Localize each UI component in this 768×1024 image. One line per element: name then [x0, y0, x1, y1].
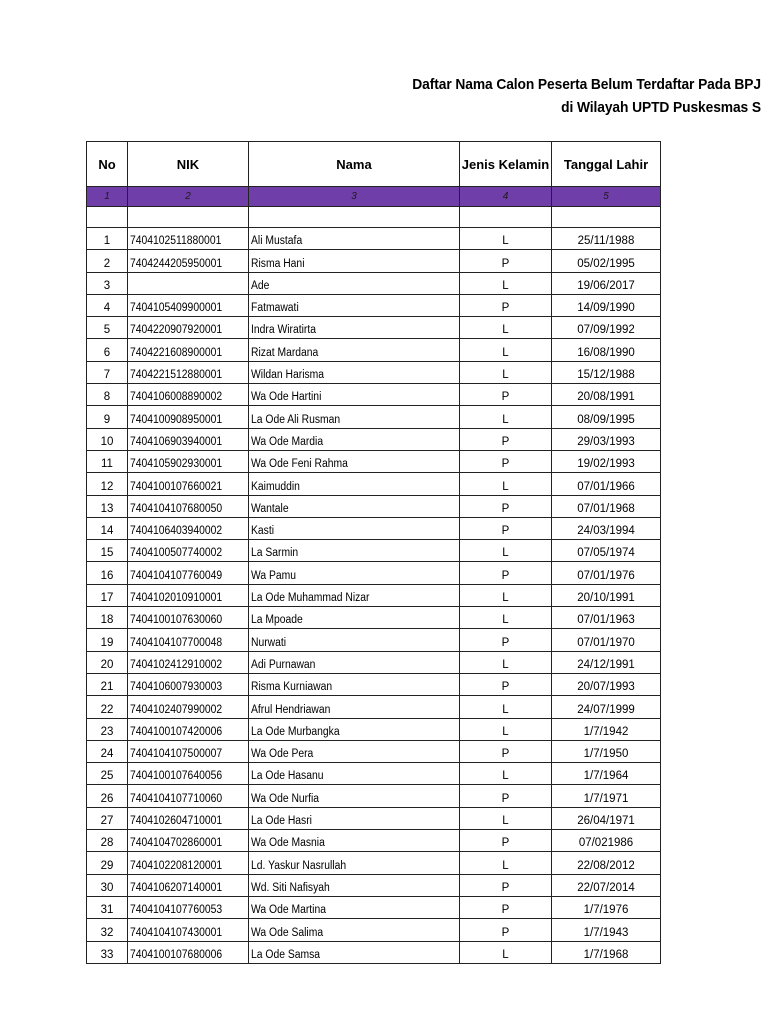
table-row	[87, 696, 661, 718]
row-number: 33	[87, 941, 128, 963]
row-nik-cell	[128, 607, 249, 629]
row-nik-cell	[128, 428, 249, 450]
row-jenis-kelamin: P	[460, 384, 552, 406]
row-nama-cell	[249, 807, 460, 829]
table-row	[87, 852, 661, 874]
row-nama-cell	[249, 830, 460, 852]
row-nama: Wa Pamu	[251, 569, 297, 582]
header-no: No	[87, 142, 128, 187]
row-nama: La Ode Ali Rusman	[251, 413, 341, 426]
row-nik: 7404105902930001	[130, 458, 223, 471]
row-nama: La Ode Hasri	[251, 815, 312, 828]
row-nik-cell	[128, 339, 249, 361]
column-number: 4	[460, 187, 552, 207]
row-nama: Fatmawati	[251, 302, 299, 315]
table-row	[87, 807, 661, 829]
table-row	[87, 473, 661, 495]
table-row	[87, 740, 661, 762]
row-jenis-kelamin: P	[460, 919, 552, 941]
row-number: 5	[87, 317, 128, 339]
row-nama-cell	[249, 740, 460, 762]
row-jenis-kelamin: L	[460, 339, 552, 361]
row-nik: 7404106207140001	[130, 881, 223, 894]
column-number-row	[87, 187, 661, 207]
row-nama: Kaimuddin	[251, 480, 300, 493]
table-row	[87, 428, 661, 450]
row-jenis-kelamin: L	[460, 406, 552, 428]
row-tanggal-lahir: 19/06/2017	[552, 272, 661, 294]
row-nama: Wa Ode Masnia	[251, 837, 325, 850]
table-row	[87, 584, 661, 606]
row-nik-cell	[128, 874, 249, 896]
row-nama-cell	[249, 450, 460, 472]
table-row	[87, 919, 661, 941]
row-tanggal-lahir: 07/05/1974	[552, 540, 661, 562]
row-tanggal-lahir: 1/7/1964	[552, 763, 661, 785]
row-number: 25	[87, 763, 128, 785]
row-tanggal-lahir: 07/01/1966	[552, 473, 661, 495]
row-tanggal-lahir: 20/07/1993	[552, 673, 661, 695]
row-number: 10	[87, 428, 128, 450]
row-nama-cell	[249, 607, 460, 629]
column-number: 2	[128, 187, 249, 207]
row-jenis-kelamin: P	[460, 629, 552, 651]
row-number: 1	[87, 228, 128, 250]
row-jenis-kelamin: L	[460, 540, 552, 562]
row-nik-cell	[128, 361, 249, 383]
row-nama: La Ode Hasanu	[251, 770, 324, 783]
row-number: 4	[87, 294, 128, 316]
table-row	[87, 651, 661, 673]
table-row	[87, 361, 661, 383]
row-tanggal-lahir: 14/09/1990	[552, 294, 661, 316]
row-nama-cell	[249, 495, 460, 517]
row-nama-cell	[249, 540, 460, 562]
row-number: 31	[87, 896, 128, 918]
row-nik-cell	[128, 473, 249, 495]
row-nik-cell	[128, 919, 249, 941]
row-nik: 7404104107760053	[130, 904, 223, 917]
row-nik: 7404102010910001	[130, 592, 223, 605]
row-nik-cell	[128, 673, 249, 695]
row-tanggal-lahir: 08/09/1995	[552, 406, 661, 428]
table-row	[87, 450, 661, 472]
row-number: 22	[87, 696, 128, 718]
row-number: 18	[87, 607, 128, 629]
row-nik-cell	[128, 807, 249, 829]
row-nik: 7404104107430001	[130, 926, 223, 939]
row-number: 19	[87, 629, 128, 651]
table-body	[87, 228, 661, 964]
row-jenis-kelamin: P	[460, 517, 552, 539]
row-nama: Wa Ode Hartini	[251, 391, 322, 404]
row-nik-cell	[128, 540, 249, 562]
row-jenis-kelamin: P	[460, 785, 552, 807]
row-tanggal-lahir: 1/7/1943	[552, 919, 661, 941]
row-nik: 7404244205950001	[130, 257, 223, 270]
row-nik: 7404100107640056	[130, 770, 223, 783]
row-nama-cell	[249, 339, 460, 361]
row-nama-cell	[249, 228, 460, 250]
row-nik-cell	[128, 562, 249, 584]
row-nik-cell	[128, 228, 249, 250]
row-tanggal-lahir: 05/02/1995	[552, 250, 661, 272]
column-number: 3	[249, 187, 460, 207]
row-nik-cell	[128, 584, 249, 606]
table-row	[87, 517, 661, 539]
row-nik: 7404102604710001	[130, 815, 223, 828]
row-nik: 7404102412910002	[130, 658, 223, 671]
row-jenis-kelamin: P	[460, 428, 552, 450]
column-number: 1	[87, 187, 128, 207]
row-nama: Wa Ode Feni Rahma	[251, 458, 348, 471]
row-nik: 7404104107710060	[130, 792, 223, 805]
row-nik-cell	[128, 629, 249, 651]
row-nama: Wa Ode Salima	[251, 926, 324, 939]
row-jenis-kelamin: L	[460, 228, 552, 250]
table-row	[87, 228, 661, 250]
row-number: 14	[87, 517, 128, 539]
row-number: 6	[87, 339, 128, 361]
row-jenis-kelamin: L	[460, 696, 552, 718]
blank-cell	[552, 207, 661, 228]
table-row	[87, 384, 661, 406]
row-nama-cell	[249, 651, 460, 673]
row-nik-cell	[128, 294, 249, 316]
row-number: 3	[87, 272, 128, 294]
row-tanggal-lahir: 07/01/1976	[552, 562, 661, 584]
row-jenis-kelamin: L	[460, 807, 552, 829]
row-jenis-kelamin: P	[460, 874, 552, 896]
row-nama-cell	[249, 896, 460, 918]
row-nama-cell	[249, 874, 460, 896]
row-tanggal-lahir: 07/09/1992	[552, 317, 661, 339]
row-jenis-kelamin: L	[460, 317, 552, 339]
row-tanggal-lahir: 29/03/1993	[552, 428, 661, 450]
row-nama: Wa Ode Pera	[251, 748, 314, 761]
row-jenis-kelamin: L	[460, 763, 552, 785]
row-nik: 7404220907920001	[130, 324, 223, 337]
row-nik: 7404100107660021	[130, 480, 223, 493]
row-nik-cell	[128, 896, 249, 918]
row-nama-cell	[249, 941, 460, 963]
row-number: 17	[87, 584, 128, 606]
row-nik-cell	[128, 852, 249, 874]
row-tanggal-lahir: 19/02/1993	[552, 450, 661, 472]
row-nik: 7404100908950001	[130, 413, 223, 426]
row-nik-cell	[128, 317, 249, 339]
row-number: 20	[87, 651, 128, 673]
row-nik: 7404104107500007	[130, 748, 223, 761]
table-row	[87, 406, 661, 428]
table-row	[87, 629, 661, 651]
document-title: Daftar Nama Calon Peserta Belum Terdaftar Pada BPJ	[412, 76, 761, 93]
row-nama: Wildan Harisma	[251, 369, 325, 382]
row-nik: 7404100507740002	[130, 547, 223, 560]
row-jenis-kelamin: P	[460, 830, 552, 852]
row-number: 21	[87, 673, 128, 695]
row-nama: Rizat Mardana	[251, 346, 319, 359]
table-row	[87, 718, 661, 740]
row-tanggal-lahir: 07/01/1963	[552, 607, 661, 629]
row-nama: Wa Ode Nurfia	[251, 792, 320, 805]
row-number: 28	[87, 830, 128, 852]
row-jenis-kelamin: P	[460, 673, 552, 695]
row-tanggal-lahir: 1/7/1950	[552, 740, 661, 762]
row-nama-cell	[249, 562, 460, 584]
row-nik: 7404106403940002	[130, 525, 223, 538]
row-nama: Kasti	[251, 525, 275, 538]
blank-cell	[128, 207, 249, 228]
row-nik-cell	[128, 651, 249, 673]
row-nama: Nurwati	[251, 636, 287, 649]
table-row	[87, 339, 661, 361]
row-nama: Wa Ode Mardia	[251, 435, 324, 448]
table-row	[87, 763, 661, 785]
blank-cell	[249, 207, 460, 228]
row-nik: 7404221512880001	[130, 369, 223, 382]
row-nik: 7404106903940001	[130, 435, 223, 448]
row-jenis-kelamin: P	[460, 450, 552, 472]
row-nama-cell	[249, 250, 460, 272]
row-nik-cell	[128, 250, 249, 272]
row-jenis-kelamin: L	[460, 607, 552, 629]
row-nama-cell	[249, 584, 460, 606]
row-tanggal-lahir: 22/07/2014	[552, 874, 661, 896]
table-row	[87, 830, 661, 852]
row-nik: 7404100107680006	[130, 948, 223, 961]
row-tanggal-lahir: 24/03/1994	[552, 517, 661, 539]
row-nama-cell	[249, 919, 460, 941]
row-nama: Afrul Hendriawan	[251, 703, 331, 716]
row-nik-cell	[128, 384, 249, 406]
row-nama-cell	[249, 272, 460, 294]
row-number: 7	[87, 361, 128, 383]
row-number: 26	[87, 785, 128, 807]
row-tanggal-lahir: 20/10/1991	[552, 584, 661, 606]
row-nik: 7404102208120001	[130, 859, 223, 872]
row-nik-cell	[128, 718, 249, 740]
table-row	[87, 294, 661, 316]
row-number: 30	[87, 874, 128, 896]
blank-row	[87, 207, 661, 228]
row-nama-cell	[249, 317, 460, 339]
table-row	[87, 562, 661, 584]
row-nik-cell	[128, 495, 249, 517]
row-nama: Wa Ode Martina	[251, 904, 326, 917]
row-nik: 7404104702860001	[130, 837, 223, 850]
row-nik-cell	[128, 740, 249, 762]
table-row	[87, 874, 661, 896]
row-jenis-kelamin: L	[460, 473, 552, 495]
row-nama-cell	[249, 473, 460, 495]
column-number: 5	[552, 187, 661, 207]
row-nama: La Ode Muhammad Nizar	[251, 592, 370, 605]
blank-cell	[460, 207, 552, 228]
row-jenis-kelamin: L	[460, 718, 552, 740]
row-tanggal-lahir: 07/01/1968	[552, 495, 661, 517]
row-jenis-kelamin: L	[460, 272, 552, 294]
row-nama-cell	[249, 785, 460, 807]
row-tanggal-lahir: 1/7/1976	[552, 896, 661, 918]
row-jenis-kelamin: P	[460, 740, 552, 762]
row-nama: La Sarmin	[251, 547, 299, 560]
row-number: 24	[87, 740, 128, 762]
row-nama: Indra Wiratirta	[251, 324, 316, 337]
row-nama: La Ode Murbangka	[251, 725, 340, 738]
row-number: 23	[87, 718, 128, 740]
participant-table	[86, 141, 661, 964]
row-nik-cell	[128, 696, 249, 718]
row-number: 29	[87, 852, 128, 874]
row-tanggal-lahir: 07/021986	[552, 830, 661, 852]
row-nama: Wantale	[251, 502, 289, 515]
table-row	[87, 250, 661, 272]
row-nama: Ali Mustafa	[251, 235, 303, 248]
row-nik-cell	[128, 941, 249, 963]
row-nama-cell	[249, 852, 460, 874]
row-number: 9	[87, 406, 128, 428]
row-nik-cell	[128, 785, 249, 807]
row-nik: 7404106008890002	[130, 391, 223, 404]
row-tanggal-lahir: 15/12/1988	[552, 361, 661, 383]
row-nama-cell	[249, 428, 460, 450]
row-nama: La Mpoade	[251, 614, 303, 627]
row-number: 12	[87, 473, 128, 495]
table-row	[87, 607, 661, 629]
row-nik: 7404104107760049	[130, 569, 223, 582]
row-nik: 7404100107420006	[130, 725, 223, 738]
row-nama-cell	[249, 406, 460, 428]
row-nik-cell	[128, 763, 249, 785]
row-tanggal-lahir: 24/12/1991	[552, 651, 661, 673]
row-jenis-kelamin: L	[460, 361, 552, 383]
row-nama: Ade	[251, 279, 270, 292]
table-row	[87, 941, 661, 963]
row-nik-cell	[128, 517, 249, 539]
row-jenis-kelamin: P	[460, 250, 552, 272]
row-tanggal-lahir: 07/01/1970	[552, 629, 661, 651]
row-nama-cell	[249, 517, 460, 539]
row-number: 13	[87, 495, 128, 517]
row-tanggal-lahir: 26/04/1971	[552, 807, 661, 829]
row-jenis-kelamin: P	[460, 294, 552, 316]
row-jenis-kelamin: L	[460, 584, 552, 606]
table-row	[87, 272, 661, 294]
row-jenis-kelamin: P	[460, 495, 552, 517]
row-number: 8	[87, 384, 128, 406]
row-nama: Wd. Siti Nafisyah	[251, 881, 330, 894]
row-nik: 7404100107630060	[130, 614, 223, 627]
header-nik: NIK	[128, 142, 249, 187]
document-subtitle: di Wilayah UPTD Puskesmas S	[561, 99, 761, 116]
row-nik-cell	[128, 450, 249, 472]
row-nik: 7404102511880001	[130, 235, 222, 248]
row-nik: 7404105409900001	[130, 302, 223, 315]
row-nama: Adi Purnawan	[251, 658, 316, 671]
row-jenis-kelamin: L	[460, 651, 552, 673]
row-tanggal-lahir: 1/7/1968	[552, 941, 661, 963]
table-row	[87, 495, 661, 517]
row-nama-cell	[249, 629, 460, 651]
row-tanggal-lahir: 1/7/1942	[552, 718, 661, 740]
table-row	[87, 317, 661, 339]
row-nama-cell	[249, 673, 460, 695]
row-number: 2	[87, 250, 128, 272]
row-nik: 7404104107700048	[130, 636, 223, 649]
row-nama: Risma Kurniawan	[251, 681, 333, 694]
row-nama: Ld. Yaskur Nasrullah	[251, 859, 347, 872]
header-tanggal-lahir: Tanggal Lahir	[552, 142, 661, 187]
row-tanggal-lahir: 16/08/1990	[552, 339, 661, 361]
row-number: 27	[87, 807, 128, 829]
blank-cell	[87, 207, 128, 228]
row-tanggal-lahir: 22/08/2012	[552, 852, 661, 874]
row-number: 32	[87, 919, 128, 941]
row-nik: 7404221608900001	[130, 346, 223, 359]
row-jenis-kelamin: L	[460, 852, 552, 874]
table-row	[87, 785, 661, 807]
row-nama: La Ode Samsa	[251, 948, 321, 961]
row-jenis-kelamin: L	[460, 941, 552, 963]
row-nama-cell	[249, 696, 460, 718]
row-nama-cell	[249, 763, 460, 785]
row-number: 15	[87, 540, 128, 562]
row-nama-cell	[249, 384, 460, 406]
row-nama-cell	[249, 718, 460, 740]
row-nama-cell	[249, 361, 460, 383]
row-number: 11	[87, 450, 128, 472]
row-nik: 7404104107680050	[130, 502, 223, 515]
row-nik-cell	[128, 830, 249, 852]
row-nik-cell	[128, 406, 249, 428]
header-nama: Nama	[249, 142, 460, 187]
row-jenis-kelamin: P	[460, 896, 552, 918]
header-row	[87, 142, 661, 187]
row-tanggal-lahir: 25/11/1988	[552, 228, 661, 250]
table-row	[87, 896, 661, 918]
row-nik: 7404102407990002	[130, 703, 223, 716]
row-nama: Risma Hani	[251, 257, 305, 270]
table-row	[87, 673, 661, 695]
row-nik: 7404106007930003	[130, 681, 223, 694]
row-tanggal-lahir: 24/07/1999	[552, 696, 661, 718]
header-jenis-kelamin: Jenis Kelamin	[460, 142, 552, 187]
row-number: 16	[87, 562, 128, 584]
row-nik-cell	[128, 272, 249, 294]
table-row	[87, 540, 661, 562]
row-nama-cell	[249, 294, 460, 316]
row-jenis-kelamin: P	[460, 562, 552, 584]
row-tanggal-lahir: 1/7/1971	[552, 785, 661, 807]
row-tanggal-lahir: 20/08/1991	[552, 384, 661, 406]
